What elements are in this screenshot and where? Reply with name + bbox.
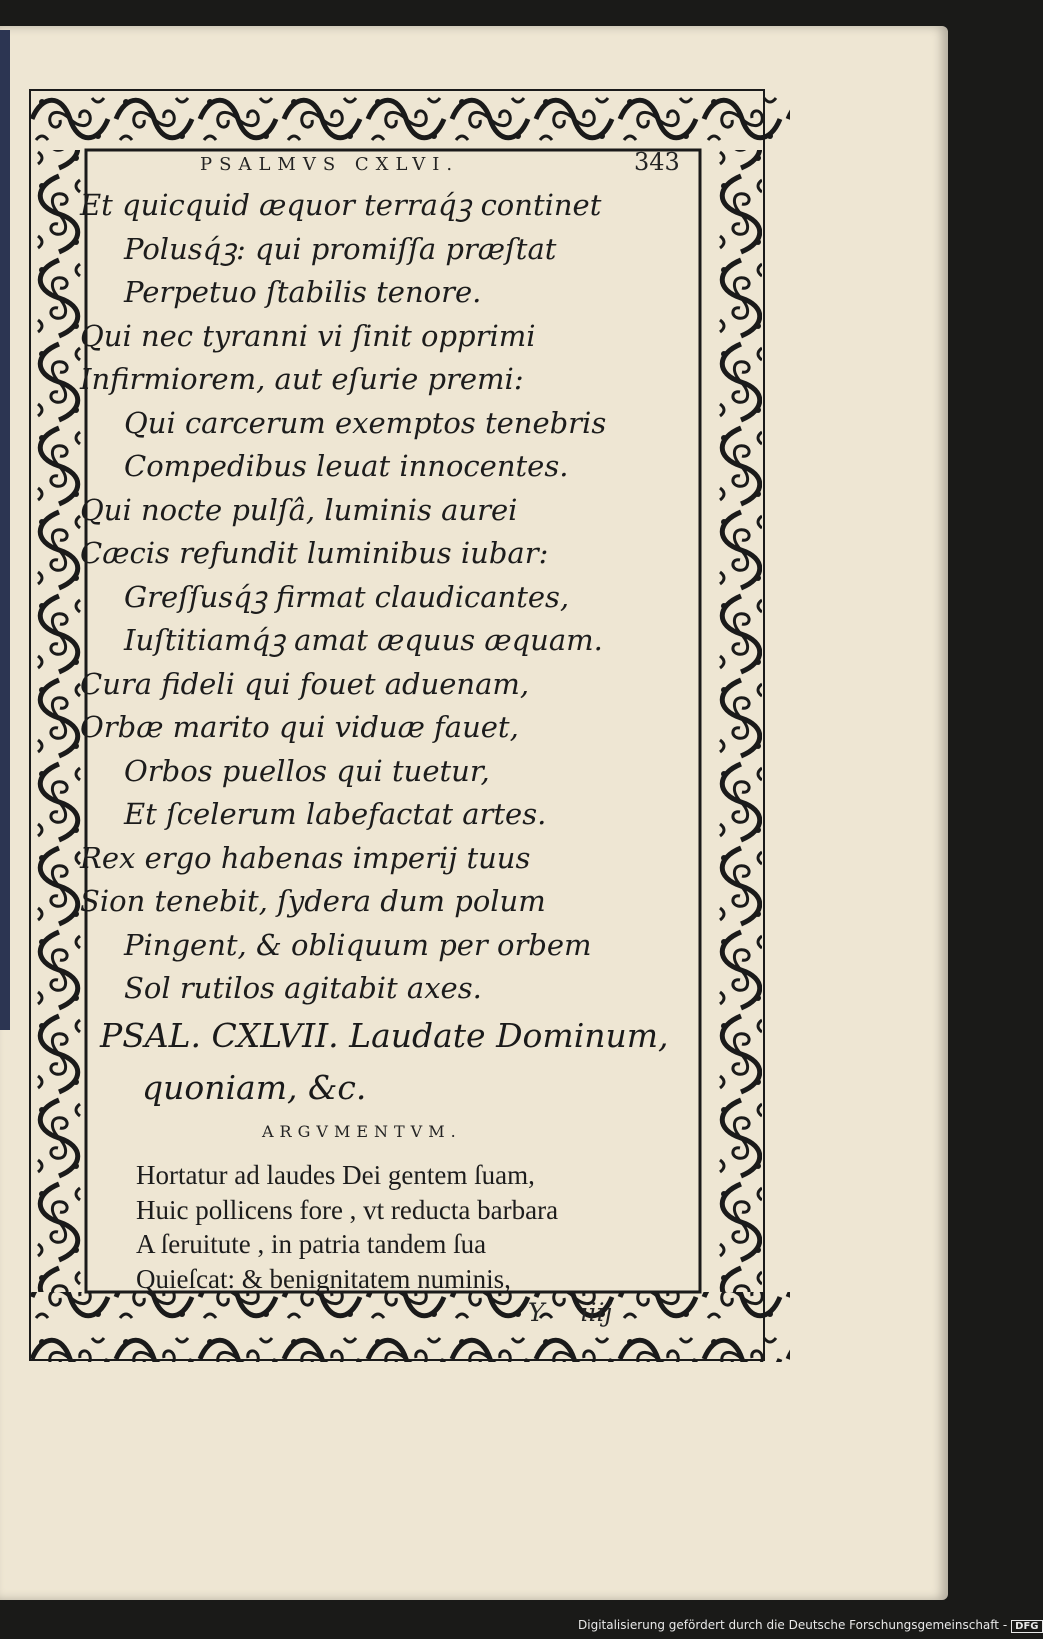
verse-line: Perpetuo ſtabilis tenore. — [124, 275, 482, 309]
argument-text — [136, 1158, 736, 1296]
verse-line: Polusq́ꝫ: qui promiſſa præſtat — [124, 231, 557, 266]
psalm-heading — [100, 1010, 720, 1114]
verse-block — [80, 184, 720, 1011]
page-number: 343 — [634, 148, 680, 176]
verse-line: Infirmiorem, aut eſurie premi: — [80, 362, 524, 396]
verse-line: Qui nocte pulſâ, luminis aurei — [80, 492, 518, 527]
verse-line: Compedibus leuat innocentes. — [124, 449, 569, 483]
verse-line: Sol rutilos agitabit axes. — [124, 971, 482, 1005]
psalm-heading-line-1: PSAL. CXLVII. Laudate Dominum, — [100, 1016, 669, 1055]
verse-line: Cæcis refundit luminibus iubar: — [80, 536, 549, 570]
verse-line: Pingent, & obliquum per orbem — [124, 927, 592, 962]
argument-line: A ſeruitute , in patria tandem ſua — [136, 1229, 487, 1259]
page-edge — [0, 30, 10, 1030]
verse-line: Orbæ marito qui viduæ fauet, — [80, 710, 519, 744]
credit-text: Digitalisierung gefördert durch die Deutsche Forschungsgemeinschaft - — [578, 1618, 1008, 1632]
verse-line: Iuſtitiamq́ꝫ amat æquus æquam. — [124, 623, 603, 657]
psalm-heading-line-2: quoniam, &c. — [142, 1068, 367, 1107]
digitization-credit — [578, 1618, 1039, 1633]
dfg-logo-icon: DFG — [1011, 1620, 1042, 1633]
verse-line: Rex ergo habenas imperij tuus — [80, 840, 531, 875]
verse-line: Greſſusq́ꝫ firmat claudicantes, — [124, 579, 570, 614]
running-head: PSALMVS CXLVI. — [200, 154, 460, 175]
argument-line: Hortatur ad laudes Dei gentem ſuam, — [136, 1160, 535, 1190]
verse-line: Cura fideli qui fouet aduenam, — [80, 666, 530, 701]
verse-line: Orbos puellos qui tuetur, — [124, 753, 490, 788]
argument-line: Quieſcat: & benignitatem numinis, — [136, 1263, 511, 1294]
verse-line: Qui carcerum exemptos tenebris — [124, 405, 607, 440]
verse-line: Sion tenebit, ſydera dum polum — [80, 884, 546, 918]
argument-title: ARGVMENTVM. — [262, 1122, 462, 1141]
verse-line: Et ſcelerum labefactat artes. — [124, 797, 547, 831]
verse-line: Et quicquid æquor terraq́ꝫ continet — [80, 188, 602, 222]
argument-line: Huic pollicens fore , vt reducta barbara — [136, 1194, 559, 1225]
verse-line: Qui nec tyranni vi ſinit opprimi — [80, 318, 536, 353]
signature-mark: Y iiij — [528, 1298, 613, 1327]
